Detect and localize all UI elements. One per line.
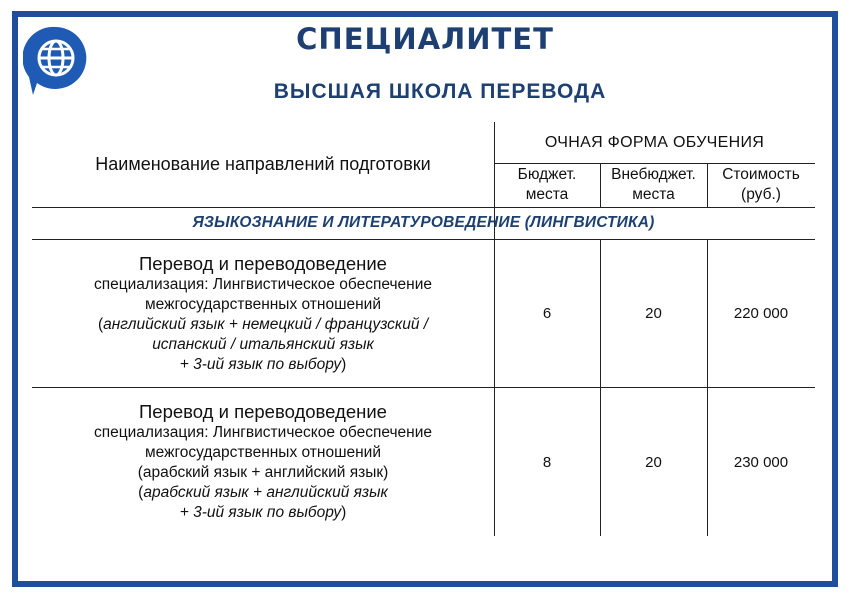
program-languages-line1 <box>98 315 428 335</box>
paren-open: ( <box>97 315 104 333</box>
program-languages-line3 <box>180 503 347 523</box>
table-row-2-name <box>32 388 494 536</box>
form-header <box>494 122 815 163</box>
column-header-paid <box>600 163 707 207</box>
paren-open: ( <box>138 484 144 501</box>
languages-text-3: + 3-ий язык по выбору <box>179 504 342 521</box>
table-row-2-budget: 8 <box>542 453 552 471</box>
page-title: СПЕЦИАЛИТЕТ <box>296 22 554 56</box>
page-subtitle: ВЫСШАЯ ШКОЛА ПЕРЕВОДА <box>273 80 607 103</box>
program-spec: специализация: Лингвистическое обеспечение <box>93 424 432 441</box>
paid-header-line2: места <box>632 186 675 203</box>
program-extra: (арабский язык + английский язык) <box>137 464 389 481</box>
program-languages-line3 <box>180 355 347 375</box>
table-row-2-paid: 20 <box>645 453 662 471</box>
languages-text-1: английский язык + немецкий / французский / <box>103 315 429 333</box>
program-languages-line1 <box>138 483 388 503</box>
program-spec2: межгосударственных отношений <box>144 295 381 313</box>
table-row-1-budget: 6 <box>542 305 552 322</box>
program-languages-line2: испанский / итальянский язык <box>152 335 374 353</box>
section-heading: ЯЗЫКОЗНАНИЕ И ЛИТЕРАТУРОВЕДЕНИЕ (ЛИНГВИСТИКА) <box>192 214 655 231</box>
form-header-text: ОЧНАЯ ФОРМА ОБУЧЕНИЯ <box>544 134 765 151</box>
table-row-1-paid: 20 <box>645 305 662 322</box>
languages-text-3: + 3-ий язык по выбору <box>179 355 342 373</box>
table-row-1-name <box>32 240 494 387</box>
budget-header-line1: Бюджет. <box>517 166 577 183</box>
budget-header-line2: места <box>525 186 569 203</box>
column-header-cost <box>707 163 815 207</box>
column-header-name-text: Наименование направлений подготовки <box>95 154 431 174</box>
paren-close: ) <box>341 355 347 373</box>
languages-text-1: арабский язык + английский язык <box>143 484 388 501</box>
program-name: Перевод и переводоведение <box>139 401 387 422</box>
paid-header-line1: Внебюджет. <box>611 166 696 183</box>
program-name: Перевод и переводоведение <box>139 252 387 274</box>
cost-header-line1: Стоимость <box>722 166 800 183</box>
program-spec2: межгосударственных отношений <box>144 444 381 461</box>
table-row-2-cost: 230 000 <box>733 453 789 471</box>
table-row-1-cost: 220 000 <box>733 305 789 322</box>
paren-close: ) <box>341 504 347 521</box>
column-header-name <box>32 122 494 207</box>
column-header-budget <box>494 163 600 207</box>
program-spec: специализация: Лингвистическое обеспечение <box>93 275 432 293</box>
cost-header-line2: (руб.) <box>741 186 781 203</box>
